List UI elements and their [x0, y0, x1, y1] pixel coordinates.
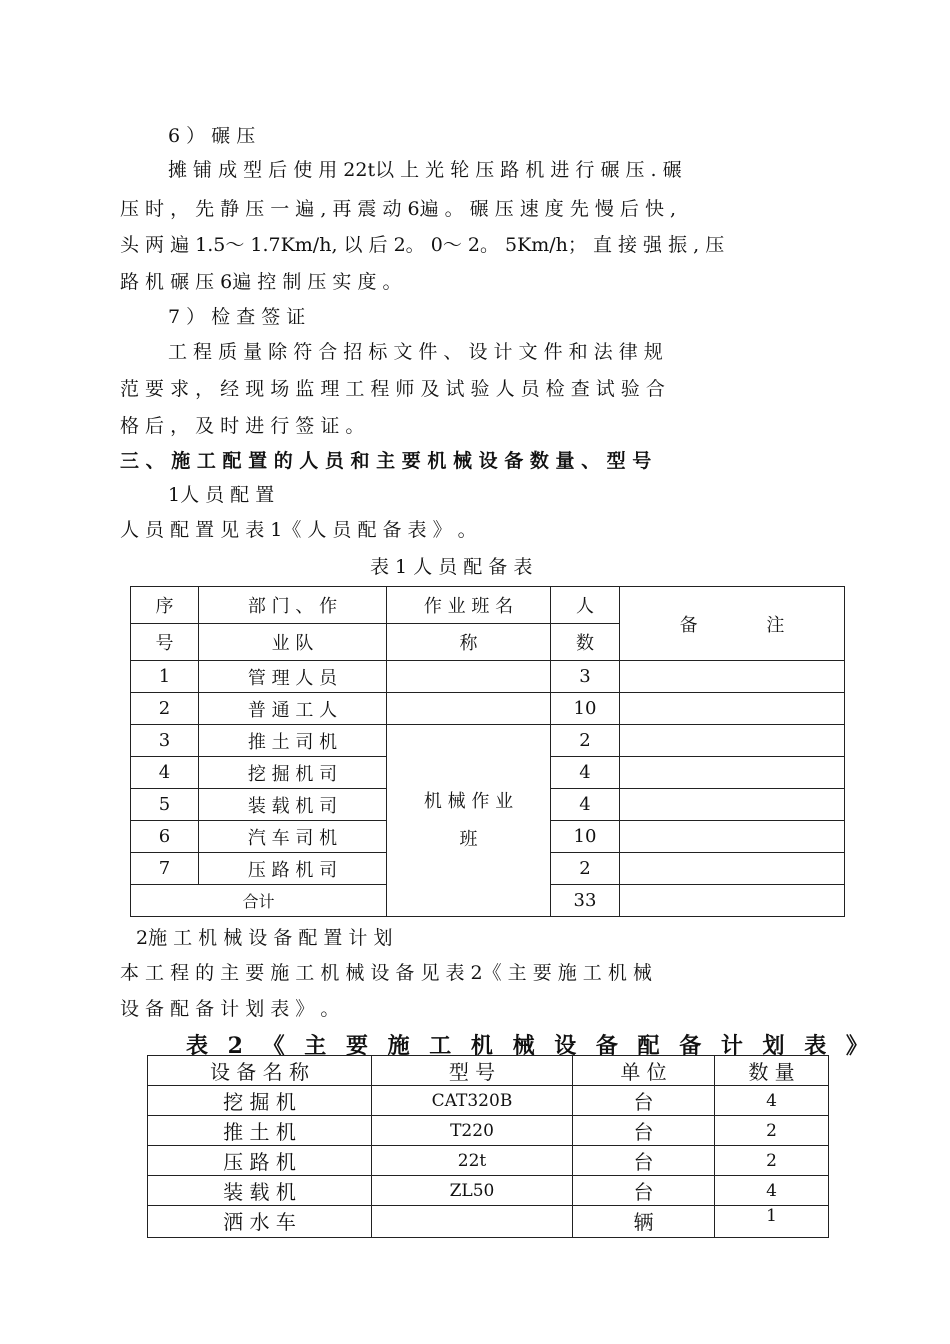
table-row: [131, 693, 845, 725]
table-row: [148, 1146, 829, 1176]
cell-model: T220: [372, 1116, 573, 1146]
cell-qty: 2: [715, 1146, 829, 1176]
header-team: 作 业 班 名: [387, 587, 551, 624]
cell-count: 3: [551, 661, 620, 693]
group-label-line1: 机 械 作 业: [423, 790, 514, 812]
text-line: 6 ） 碾 压: [168, 125, 256, 147]
cell-remarks: [620, 853, 845, 885]
cell-remarks: [620, 885, 845, 917]
cell-model: 22t: [372, 1146, 573, 1176]
cell-model: ZL50: [372, 1176, 573, 1206]
header-count-2: 数: [551, 624, 620, 661]
cell-count: 4: [551, 757, 620, 789]
text-line: 本 工 程 的 主 要 施 工 机 械 设 备 见 表 2《 主 要 施 工 机 械: [120, 962, 652, 984]
cell-count: 10: [551, 693, 620, 725]
total-label: 合计: [131, 885, 387, 917]
cell-team: [387, 661, 551, 693]
header-remarks: 备 注: [620, 587, 845, 661]
text-line: 工 程 质 量 除 符 合 招 标 文 件 、 设 计 文 件 和 法 律 规: [168, 341, 663, 363]
cell-count: 2: [551, 853, 620, 885]
cell-dept: 管 理 人 员: [199, 661, 387, 693]
cell-remarks: [620, 661, 845, 693]
table1-caption: 表 1 人 员 配 备 表: [370, 556, 533, 578]
cell-remarks: [620, 821, 845, 853]
cell-unit: 台: [573, 1176, 715, 1206]
equipment-table: [147, 1055, 829, 1238]
cell-qty: 4: [715, 1086, 829, 1116]
cell-no: 2: [131, 693, 199, 725]
table-row: [148, 1116, 829, 1146]
table-row: [131, 661, 845, 693]
cell-name: 装 载 机: [148, 1176, 372, 1206]
header-model: 型 号: [372, 1056, 573, 1086]
cell-dept: 普 通 工 人: [199, 693, 387, 725]
cell-no: 4: [131, 757, 199, 789]
header-team-2: 称: [387, 624, 551, 661]
cell-unit: 台: [573, 1086, 715, 1116]
table-row: [148, 1086, 829, 1116]
cell-name: 压 路 机: [148, 1146, 372, 1176]
header-qty: 数 量: [715, 1056, 829, 1086]
cell-dept: 装 载 机 司: [199, 789, 387, 821]
text-line: 头 两 遍 1.5～ 1.7Km/h, 以 后 2。 0～ 2。 5Km/h； 直 接 强 振 , 压: [120, 234, 725, 256]
cell-remarks: [620, 757, 845, 789]
text-line: 7 ） 检 查 签 证: [168, 306, 306, 328]
cell-dept: 推 土 司 机: [199, 725, 387, 757]
header-no: 序: [131, 587, 199, 624]
cell-remarks: [620, 789, 845, 821]
cell-qty: 4: [715, 1176, 829, 1206]
cell-no: 6: [131, 821, 199, 853]
cell-unit: 辆: [573, 1206, 715, 1238]
subsection-heading: 1人 员 配 置: [168, 484, 275, 506]
text-line: 人 员 配 置 见 表 1《 人 员 配 备 表 》 。: [120, 519, 477, 541]
cell-count: 10: [551, 821, 620, 853]
table-row: [148, 1206, 829, 1238]
cell-no: 3: [131, 725, 199, 757]
cell-qty: 1: [715, 1206, 829, 1238]
cell-group-team: [387, 725, 551, 917]
group-label-line2: 班: [459, 828, 478, 850]
header-dept: 部 门 、 作: [199, 587, 387, 624]
header-name: 设 备 名 称: [148, 1056, 372, 1086]
table-row: [131, 725, 845, 757]
text-line: 范 要 求 ， 经 现 场 监 理 工 程 师 及 试 验 人 员 检 查 试 验 合: [120, 378, 665, 400]
cell-dept: 汽 车 司 机: [199, 821, 387, 853]
cell-dept: 挖 掘 机 司: [199, 757, 387, 789]
cell-no: 7: [131, 853, 199, 885]
header-count: 人: [551, 587, 620, 624]
cell-name: 挖 掘 机: [148, 1086, 372, 1116]
cell-no: 1: [131, 661, 199, 693]
cell-qty: 2: [715, 1116, 829, 1146]
table2-caption: 表 2 《 主 要 施 工 机 械 设 备 配 备 计 划 表 》: [186, 1033, 874, 1059]
cell-team: [387, 693, 551, 725]
header-unit: 单 位: [573, 1056, 715, 1086]
header-no-2: 号: [131, 624, 199, 661]
cell-count: 4: [551, 789, 620, 821]
cell-name: 推 土 机: [148, 1116, 372, 1146]
text-line: 路 机 碾 压 6遍 控 制 压 实 度 。: [120, 271, 402, 293]
cell-name: 洒 水 车: [148, 1206, 372, 1238]
cell-remarks: [620, 693, 845, 725]
text-line: 摊 铺 成 型 后 使 用 22t以 上 光 轮 压 路 机 进 行 碾 压 . 碾: [168, 159, 682, 181]
table-header-row: [148, 1056, 829, 1086]
cell-remarks: [620, 725, 845, 757]
total-count: 33: [551, 885, 620, 917]
text-line: 格 后 ， 及 时 进 行 签 证 。: [120, 415, 365, 437]
text-line: 设 备 配 备 计 划 表 》 。: [120, 998, 340, 1020]
cell-model: CAT320B: [372, 1086, 573, 1116]
table-row: [148, 1176, 829, 1206]
cell-unit: 台: [573, 1146, 715, 1176]
cell-unit: 台: [573, 1116, 715, 1146]
subsection-heading: 2施 工 机 械 设 备 配 置 计 划: [136, 927, 393, 949]
cell-model: [372, 1206, 573, 1238]
text-line: 压 时 ， 先 静 压 一 遍 , 再 震 动 6遍 。 碾 压 速 度 先 慢 后 快 ,: [120, 198, 677, 220]
cell-count: 2: [551, 725, 620, 757]
cell-no: 5: [131, 789, 199, 821]
section-heading: 三 、 施 工 配 置 的 人 员 和 主 要 机 械 设 备 数 量 、 型 号: [120, 450, 652, 472]
cell-dept: 压 路 机 司: [199, 853, 387, 885]
header-dept-2: 业 队: [199, 624, 387, 661]
personnel-table: [130, 586, 845, 917]
